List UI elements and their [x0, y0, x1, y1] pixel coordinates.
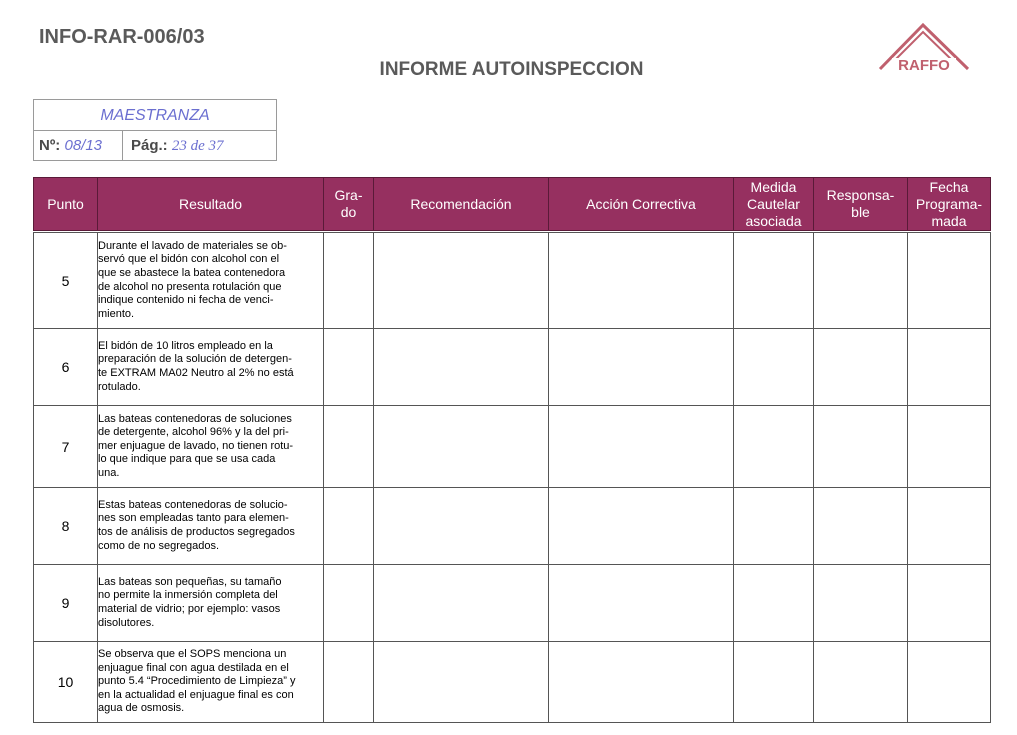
- inspection-table: [33, 177, 991, 723]
- table-body: [34, 231, 991, 723]
- cell-accion-correctiva[interactable]: [549, 488, 734, 565]
- page-value: 23 de 37: [171, 138, 224, 154]
- header-col-punto: Punto: [34, 178, 98, 231]
- cell-accion-correctiva[interactable]: [549, 233, 734, 329]
- header-col-accion-correctiva: Acción Correctiva: [549, 178, 734, 231]
- raffo-logo: [876, 22, 976, 74]
- number-value: 08/13: [64, 137, 103, 154]
- logo-text: RAFFO: [898, 57, 950, 74]
- document-code: INFO-RAR-006/03: [39, 26, 205, 48]
- page-number: [123, 131, 276, 161]
- header-col-responsable: Responsa- ble: [814, 178, 908, 231]
- cell-responsable[interactable]: [814, 642, 908, 723]
- cell-medida-cautelar[interactable]: [734, 406, 814, 488]
- cell-punto: 5: [34, 233, 98, 329]
- header-col-grado: Gra- do: [324, 178, 374, 231]
- cell-responsable[interactable]: [814, 488, 908, 565]
- cell-fecha-programada[interactable]: [908, 642, 991, 723]
- document-info-box: [33, 99, 277, 161]
- cell-recomendacion[interactable]: [374, 565, 549, 642]
- cell-recomendacion[interactable]: [374, 642, 549, 723]
- table-row: [34, 233, 991, 329]
- report-number: [34, 131, 123, 161]
- cell-resultado: Las bateas contenedoras de soluciones de detergente, alcohol 96% y la del pri- mer enjuague de lavado, no tienen rotu- lo que indique para que se usa cada una.: [98, 406, 324, 488]
- cell-responsable[interactable]: [814, 233, 908, 329]
- cell-accion-correctiva[interactable]: [549, 565, 734, 642]
- table-row: [34, 406, 991, 488]
- cell-punto: 8: [34, 488, 98, 565]
- header-col-recomendacion: Recomendación: [374, 178, 549, 231]
- cell-recomendacion[interactable]: [374, 488, 549, 565]
- cell-punto: 7: [34, 406, 98, 488]
- cell-punto: 10: [34, 642, 98, 723]
- cell-accion-correctiva[interactable]: [549, 406, 734, 488]
- number-label: Nº:: [39, 137, 61, 154]
- cell-medida-cautelar[interactable]: [734, 565, 814, 642]
- cell-resultado: Durante el lavado de materiales se ob- servó que el bidón con alcohol con el que se abastece la batea contenedora de alcohol no presenta rotulación que indique contenido ni fecha de venci- miento.: [98, 233, 324, 329]
- table-row: [34, 642, 991, 723]
- cell-accion-correctiva[interactable]: [549, 329, 734, 406]
- header-col-resultado: Resultado: [98, 178, 324, 231]
- cell-grado[interactable]: [324, 565, 374, 642]
- cell-fecha-programada[interactable]: [908, 329, 991, 406]
- table-row: [34, 488, 991, 565]
- header-col-fecha-programada: Fecha Programa- mada: [908, 178, 991, 231]
- cell-accion-correctiva[interactable]: [549, 642, 734, 723]
- cell-fecha-programada[interactable]: [908, 406, 991, 488]
- cell-grado[interactable]: [324, 329, 374, 406]
- cell-grado[interactable]: [324, 406, 374, 488]
- cell-resultado: El bidón de 10 litros empleado en la preparación de la solución de detergen- te EXTRAM MA02 Neutro al 2% no está rotulado.: [98, 329, 324, 406]
- cell-recomendacion[interactable]: [374, 233, 549, 329]
- cell-punto: 6: [34, 329, 98, 406]
- cell-resultado: Las bateas son pequeñas, su tamaño no permite la inmersión completa del material de vidrio; por ejemplo: vasos disolutores.: [98, 565, 324, 642]
- cell-recomendacion[interactable]: [374, 329, 549, 406]
- cell-responsable[interactable]: [814, 565, 908, 642]
- cell-responsable[interactable]: [814, 329, 908, 406]
- cell-medida-cautelar[interactable]: [734, 488, 814, 565]
- cell-fecha-programada[interactable]: [908, 565, 991, 642]
- table-header-row: [34, 178, 991, 231]
- table-row: [34, 329, 991, 406]
- cell-medida-cautelar[interactable]: [734, 329, 814, 406]
- header-col-medida-cautelar: Medida Cautelar asociada: [734, 178, 814, 231]
- page-label: Pág.:: [131, 137, 168, 154]
- cell-resultado: Se observa que el SOPS menciona un enjuague final con agua destilada en el punto 5.4 “Procedimiento de Limpieza” y en la actualidad el enjuague final es con agua de osmosis.: [98, 642, 324, 723]
- document-title: INFORME AUTOINSPECCION: [379, 59, 644, 80]
- cell-medida-cautelar[interactable]: [734, 233, 814, 329]
- cell-grado[interactable]: [324, 642, 374, 723]
- cell-grado[interactable]: [324, 488, 374, 565]
- cell-resultado: Estas bateas contenedoras de solucio- nes son empleadas tanto para elemen- tos de análisis de productos segregados como de no segregados.: [98, 488, 324, 565]
- cell-fecha-programada[interactable]: [908, 233, 991, 329]
- cell-recomendacion[interactable]: [374, 406, 549, 488]
- cell-medida-cautelar[interactable]: [734, 642, 814, 723]
- cell-responsable[interactable]: [814, 406, 908, 488]
- area-name: MAESTRANZA: [34, 100, 276, 131]
- cell-punto: 9: [34, 565, 98, 642]
- cell-grado[interactable]: [324, 233, 374, 329]
- table-row: [34, 565, 991, 642]
- cell-fecha-programada[interactable]: [908, 488, 991, 565]
